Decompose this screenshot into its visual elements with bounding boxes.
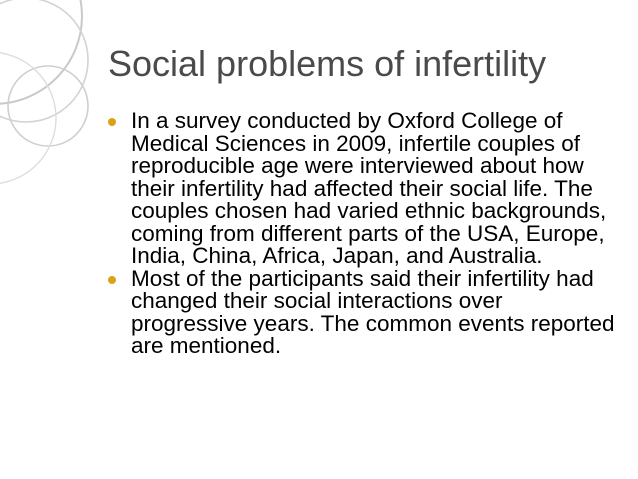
decorative-circle-small	[8, 66, 88, 146]
decorative-circle-medium	[0, 0, 88, 122]
slide-title: Social problems of infertility	[108, 43, 547, 84]
bullet-item	[108, 110, 618, 268]
bullet-marker-icon	[108, 118, 116, 126]
bullet-list	[108, 110, 618, 358]
bullet-marker-icon	[108, 276, 116, 284]
bullet-item	[108, 265, 618, 358]
bullet-text: Most of the participants said their infertility had changed their social interactions over progressive years. The common events reported are mentioned.	[131, 265, 615, 358]
bullet-text: In a survey conducted by Oxford College of Medical Sciences in 2009, infertile couples of reproducible age were interviewed about how their infertility had affected their social life. The couples chosen had varied ethnic backgrounds, coming from different parts of the USA, Europe, India, China, Africa, Japan, and Australia.	[131, 108, 607, 268]
